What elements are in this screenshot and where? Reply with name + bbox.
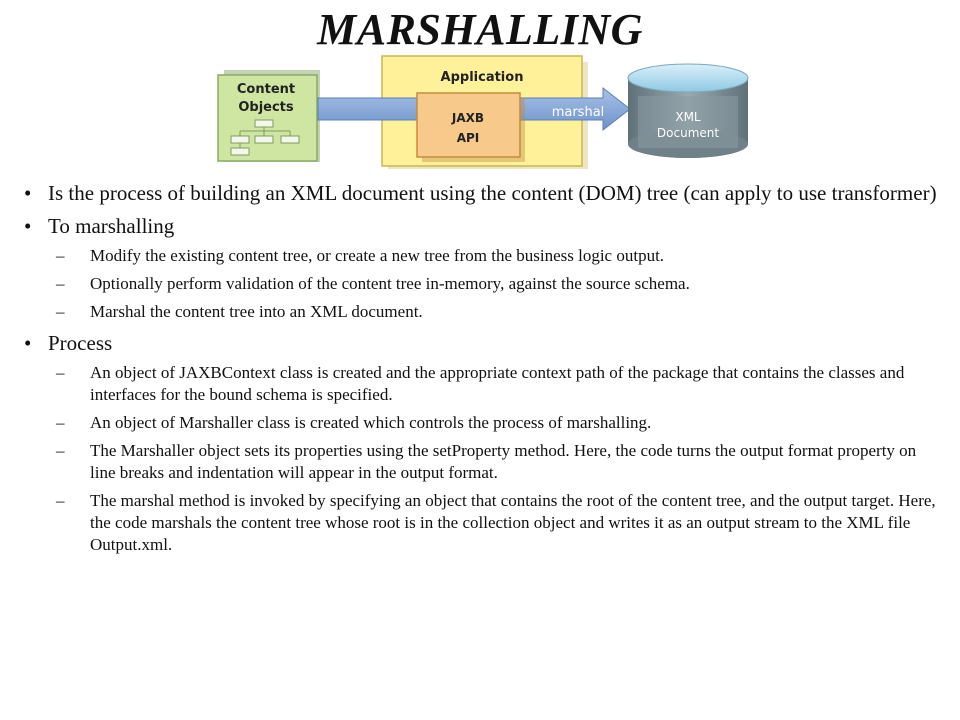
bullet-item <box>24 331 944 556</box>
sub-bullet-item <box>50 362 944 406</box>
jaxb-label-line2: API <box>456 131 480 145</box>
bullet-dot: • <box>24 181 32 205</box>
marshalling-diagram <box>0 0 960 180</box>
sub-bullet-text: The Marshaller object sets its properties using the setProperty method. Here, the code turns the output format property on line breaks and indentation will appear in the output format. <box>90 441 917 482</box>
xml-document-label-line1: XML <box>675 110 701 124</box>
sub-bullet-list <box>48 362 944 556</box>
sub-bullet-list <box>48 245 944 323</box>
sub-bullet-item <box>50 273 944 295</box>
sub-bullet-item <box>50 301 944 323</box>
sub-bullet-item <box>50 245 944 267</box>
content-objects-label-line2: Objects <box>238 100 294 115</box>
sub-bullet-text: Modify the existing content tree, or create a new tree from the business logic output. <box>90 246 665 265</box>
dash-marker: – <box>56 246 65 265</box>
bullet-list <box>24 181 944 564</box>
content-objects-box <box>218 70 320 162</box>
bullet-dot: • <box>24 331 32 355</box>
bullet-text: Is the process of building an XML document using the content (DOM) tree (can apply to use transformer) <box>48 181 937 205</box>
xml-document-label-line2: Document <box>656 126 720 140</box>
sub-bullet-text: Marshal the content tree into an XML document. <box>90 302 423 321</box>
bullet-item <box>24 181 944 206</box>
slide-title: MARSHALLING <box>317 5 643 54</box>
sub-bullet-item <box>50 412 944 434</box>
content-objects-label-line1: Content <box>236 82 296 97</box>
sub-bullet-item <box>50 490 944 556</box>
sub-bullet-text: Optionally perform validation of the content tree in-memory, against the source schema. <box>90 274 690 293</box>
sub-bullet-text: An object of JAXBContext class is created and the appropriate context path of the package that contains the classes and interfaces for the bound schema is specified. <box>90 363 905 404</box>
bullet-text: To marshalling <box>48 214 175 238</box>
jaxb-label-line1: JAXB <box>451 111 485 125</box>
bullet-dot: • <box>24 214 32 238</box>
sub-bullet-text: An object of Marshaller class is created which controls the process of marshalling. <box>90 413 652 432</box>
marshal-label: marshal <box>551 105 605 120</box>
dash-marker: – <box>56 441 65 460</box>
application-label: Application <box>440 70 524 85</box>
sub-bullet-text: The marshal method is invoked by specifying an object that contains the root of the content tree, and the output target. Here, the code marshals the content tree whose root is in the collection object and writes it as an output stream to the XML file Output.xml. <box>90 491 936 554</box>
dash-marker: – <box>56 274 65 293</box>
dash-marker: – <box>56 363 65 382</box>
bullet-item <box>24 214 944 323</box>
dash-marker: – <box>56 413 65 432</box>
sub-bullet-item <box>50 440 944 484</box>
dash-marker: – <box>56 491 65 510</box>
jaxb-api-box <box>417 93 525 162</box>
bullet-text: Process <box>48 331 113 355</box>
xml-document-cylinder <box>628 64 748 158</box>
dash-marker: – <box>56 302 65 321</box>
